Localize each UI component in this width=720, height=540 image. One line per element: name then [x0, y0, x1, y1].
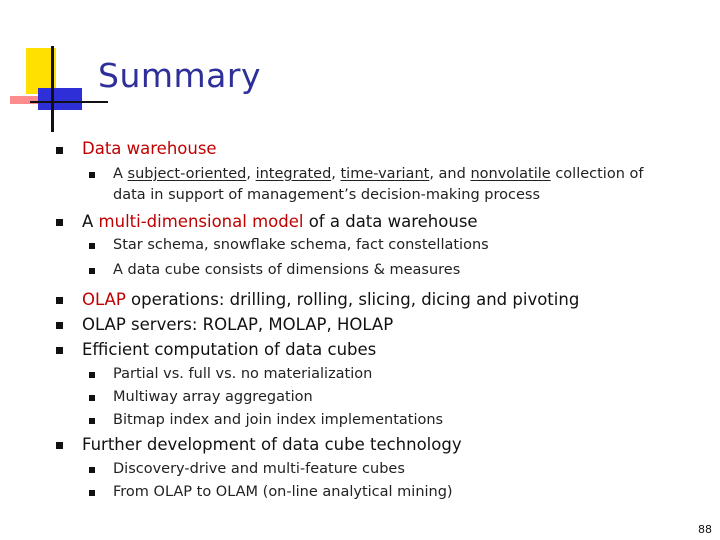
bullet-item: Further development of data cube technology — [82, 435, 462, 454]
logo-blue-block — [38, 88, 82, 110]
bullet-icon — [56, 347, 63, 354]
bullet-icon — [56, 442, 63, 449]
highlighted-term: multi-dimensional model — [98, 212, 304, 231]
logo-horizontal-line — [30, 101, 108, 103]
item-text: , and — [429, 166, 471, 182]
item-text: operations: drilling, rolling, slicing, dicing and pivoting — [125, 290, 580, 309]
bullet-icon — [89, 467, 95, 473]
sub-bullet-item: From OLAP to OLAM (on-line analytical mining) — [113, 484, 453, 500]
underlined-term: integrated — [255, 166, 332, 182]
item-text: , — [331, 166, 341, 182]
sub-bullet-item: A data cube consists of dimensions & measures — [113, 262, 461, 278]
bullet-item: Efficient computation of data cubes — [82, 340, 377, 359]
underlined-term: nonvolatile — [470, 166, 551, 182]
item-text: Data warehouse — [82, 139, 217, 158]
item-text: A — [82, 212, 99, 231]
bullet-item — [82, 212, 478, 231]
sub-bullet-continuation: data in support of management’s decision-making process — [113, 187, 541, 203]
bullet-item — [82, 139, 217, 158]
page-number: 88 — [698, 523, 712, 536]
underlined-term: subject-oriented — [127, 166, 247, 182]
bullet-icon — [89, 395, 95, 401]
bullet-icon — [89, 490, 95, 496]
bullet-icon — [56, 147, 63, 154]
sub-bullet-item: Partial vs. full vs. no materialization — [113, 366, 373, 382]
bullet-icon — [89, 418, 95, 424]
sub-bullet-item: Bitmap index and join index implementations — [113, 412, 444, 428]
bullet-icon — [56, 322, 63, 329]
sub-bullet-item: Star schema, snowflake schema, fact constellations — [113, 237, 489, 253]
logo-vertical-line — [51, 46, 54, 132]
bullet-item — [82, 290, 579, 309]
sub-bullet-item — [113, 166, 643, 182]
highlighted-term: OLAP — [82, 290, 126, 309]
item-text: collection of — [550, 166, 644, 182]
bullet-icon — [89, 268, 95, 274]
item-text: , — [246, 166, 256, 182]
corner-logo-decoration — [0, 0, 110, 140]
bullet-icon — [56, 297, 63, 304]
bullet-icon — [89, 372, 95, 378]
underlined-term: time-variant — [340, 166, 430, 182]
sub-bullet-item: Discovery-drive and multi-feature cubes — [113, 461, 405, 477]
item-text: of a data warehouse — [303, 212, 478, 231]
bullet-icon — [56, 219, 63, 226]
item-text: A — [113, 166, 128, 182]
bullet-icon — [89, 172, 95, 178]
sub-bullet-item: Multiway array aggregation — [113, 389, 313, 405]
bullet-item: OLAP servers: ROLAP, MOLAP, HOLAP — [82, 315, 394, 334]
bullet-icon — [89, 243, 95, 249]
slide-title: Summary — [98, 56, 261, 95]
